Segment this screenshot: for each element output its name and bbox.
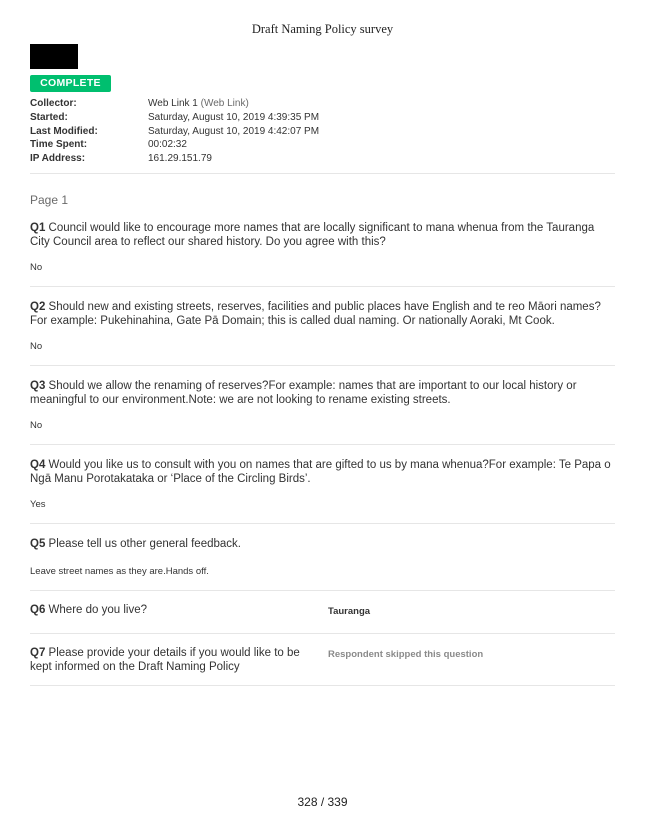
meta-row-collector bbox=[30, 97, 615, 111]
question-text: Should new and existing streets, reserves, facilities and public places have English and te reo Māori names?For example: Pukehinahina, Gate Pā Domain; this is called dual naming. Or nationally Aoraki, Mt Cook. bbox=[30, 301, 601, 327]
meta-value: Saturday, August 10, 2019 4:42:07 PM bbox=[148, 125, 320, 137]
divider bbox=[30, 523, 615, 524]
question-number: Q4 bbox=[30, 459, 46, 471]
question-q3 bbox=[30, 380, 615, 407]
response-metadata bbox=[30, 97, 615, 166]
question-number: Q7 bbox=[30, 647, 46, 659]
question-q4 bbox=[30, 459, 615, 486]
meta-label: Collector: bbox=[30, 98, 77, 109]
question-text: Please provide your details if you would like to be kept informed on the Draft Naming Policy bbox=[30, 647, 300, 673]
question-number: Q6 bbox=[30, 604, 46, 616]
meta-value: 161.29.151.79 bbox=[148, 153, 212, 165]
divider bbox=[30, 633, 615, 634]
answer-q6: Tauranga bbox=[328, 606, 371, 617]
question-number: Q2 bbox=[30, 301, 46, 313]
question-number: Q1 bbox=[30, 222, 46, 234]
meta-value: 00:02:32 bbox=[148, 139, 187, 151]
question-q5 bbox=[30, 538, 615, 552]
meta-label: Started: bbox=[30, 111, 68, 123]
meta-row-time-spent bbox=[30, 138, 615, 152]
page-number: 328 / 339 bbox=[297, 795, 348, 809]
divider bbox=[30, 173, 615, 174]
meta-row-started bbox=[30, 111, 615, 125]
answer-q1: No bbox=[30, 262, 43, 273]
meta-row-ip-address bbox=[30, 152, 615, 166]
meta-row-last-modified bbox=[30, 125, 615, 139]
document-title: Draft Naming Policy survey bbox=[251, 22, 394, 36]
question-q1 bbox=[30, 222, 615, 249]
answer-q7-skipped: Respondent skipped this question bbox=[328, 649, 484, 660]
answer-q5: Leave street names as they are.Hands off. bbox=[30, 566, 209, 577]
meta-value: Saturday, August 10, 2019 4:39:35 PM bbox=[148, 111, 320, 123]
divider bbox=[30, 365, 615, 366]
divider bbox=[30, 444, 615, 445]
meta-label: IP Address: bbox=[30, 153, 86, 165]
redacted-block bbox=[30, 44, 78, 69]
divider bbox=[30, 286, 615, 287]
question-text: Should we allow the renaming of reserves?For example: names that are important to our local history or meaningful to our environment.Note: we are not looking to rename existing streets. bbox=[30, 380, 577, 406]
meta-label: Time Spent: bbox=[30, 139, 88, 151]
question-number: Q3 bbox=[30, 380, 46, 392]
question-text: Where do you live? bbox=[48, 604, 147, 616]
question-text: Council would like to encourage more names that are locally significant to mana whenua from the Tauranga City Council area to reflect our shared history. Do you agree with this? bbox=[30, 222, 595, 248]
question-q7 bbox=[30, 647, 310, 674]
question-text: Would you like us to consult with you on names that are gifted to us by mana whenua?For example: Te Papa o Ngā Manu Porotakataka or ‘Place of the Circling Birds’. bbox=[30, 459, 611, 485]
divider bbox=[30, 590, 615, 591]
meta-label: Last Modified: bbox=[30, 125, 98, 137]
page-heading: Page 1 bbox=[30, 193, 69, 207]
question-q2 bbox=[30, 301, 615, 328]
answer-q3: No bbox=[30, 420, 43, 431]
collector-type: (Web Link) bbox=[200, 98, 249, 109]
question-number: Q5 bbox=[30, 538, 46, 550]
answer-q2: No bbox=[30, 341, 43, 352]
meta-value bbox=[148, 97, 249, 111]
answer-q4: Yes bbox=[30, 499, 46, 510]
divider bbox=[30, 685, 615, 686]
question-q6 bbox=[30, 604, 310, 618]
status-badge: COMPLETE bbox=[30, 75, 111, 92]
question-text: Please tell us other general feedback. bbox=[48, 538, 241, 550]
collector-name: Web Link 1 bbox=[148, 98, 198, 109]
